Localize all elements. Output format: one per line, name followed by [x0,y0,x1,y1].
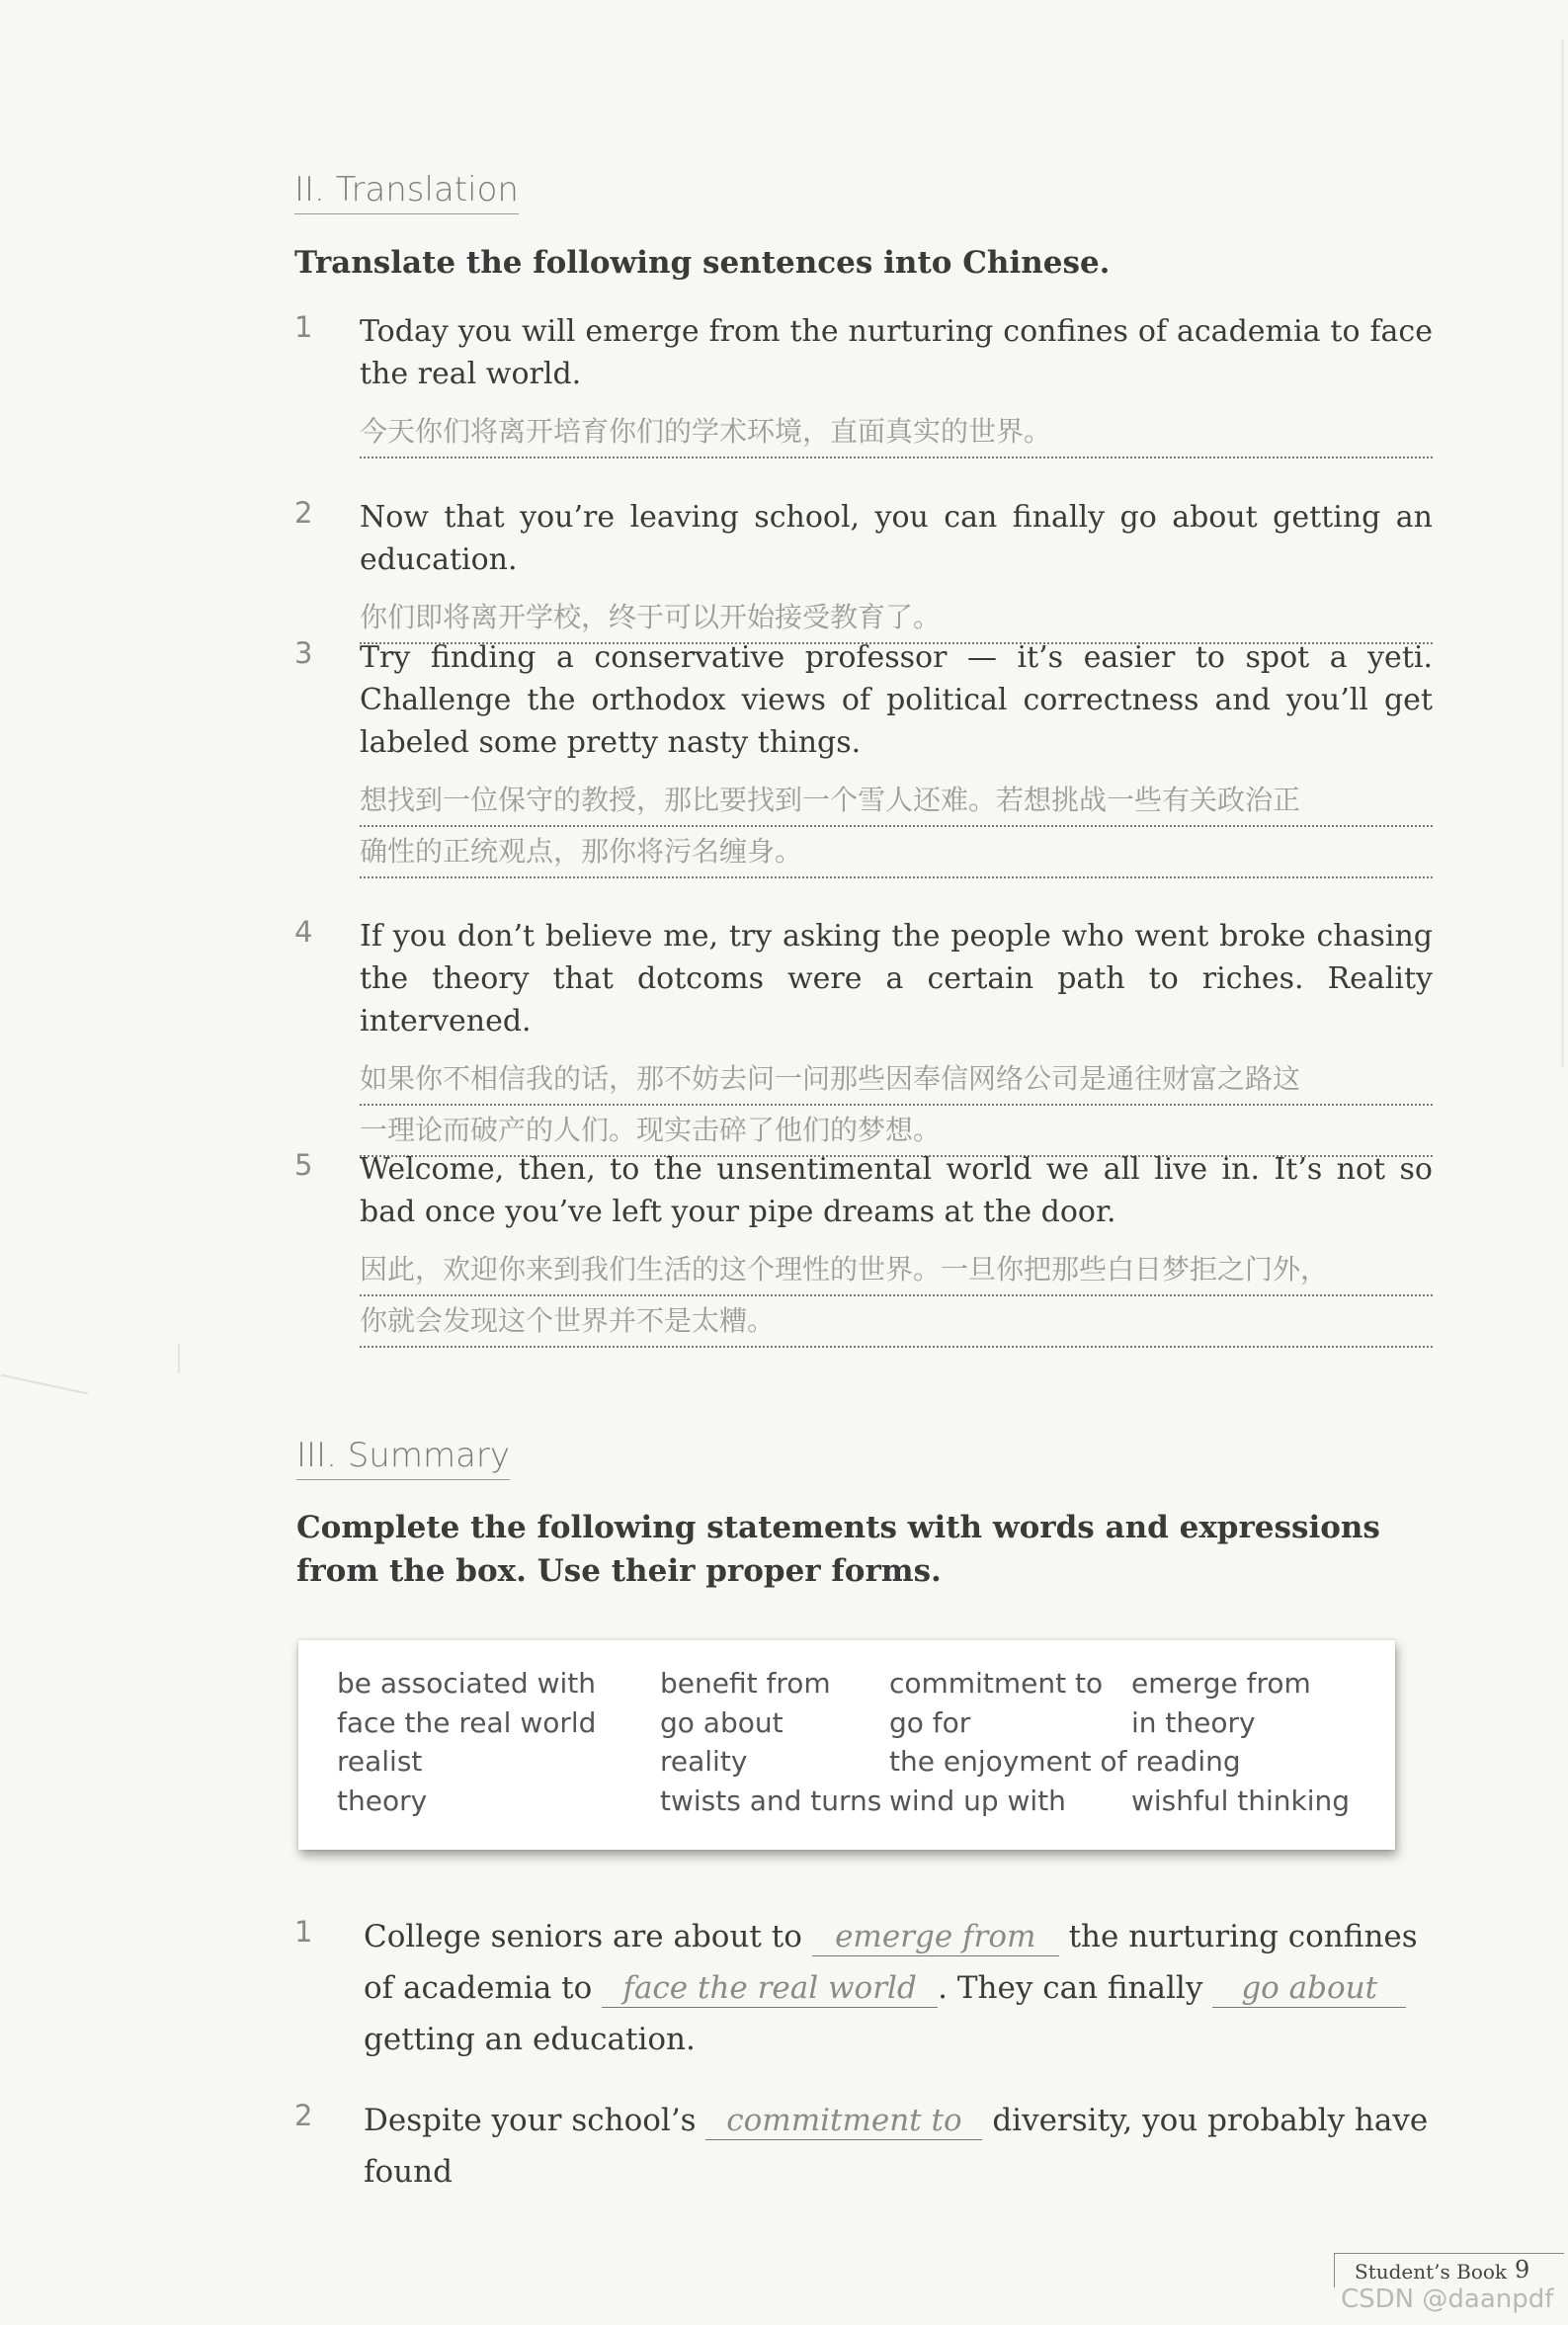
answer-line: 确性的正统观点，那你将污名缠身。 [360,827,1433,878]
summary-text-part: getting an education. [364,2022,696,2057]
summary-text [364,2095,1433,2198]
summary-text-part: College seniors are about to [364,1919,802,1954]
english-sentence: Try finding a conservative professor — it’s easier to spot a yeti. Challenge the orthodox views of political correctness and you’ll get labeled some pretty nasty things. [360,640,1433,760]
word-box-entry: be associated with [337,1667,596,1700]
translation-instruction: Translate the following sentences into Chinese. [294,245,1111,281]
english-sentence: Now that you’re leaving school, you can finally go about getting an education. [360,500,1433,577]
word-box-entry: realist [337,1745,423,1778]
translation-item-5 [294,1148,1433,1348]
answer-blank[interactable]: face the real world [602,1969,938,2008]
item-number: 3 [294,636,313,670]
english-sentence: Today you will emerge from the nurturing confines of academia to face the real world. [360,314,1433,391]
word-box-entry: emerge from [1131,1667,1311,1700]
translation-item-1 [294,310,1433,458]
summary-instruction: Complete the following statements with words and expressions from the box. Use their proper forms. [296,1510,1380,1589]
word-box-entry: wind up with [889,1785,1066,1817]
page-number: 9 [1515,2256,1530,2283]
word-box-entry: in theory [1131,1706,1256,1739]
word-box-entry: wishful thinking [1131,1785,1351,1817]
answer-line: 一理论而破产的人们。现实击碎了他们的梦想。 [360,1106,1433,1157]
chinese-answer [360,776,1433,878]
word-box-entry: the enjoyment of reading [889,1745,1241,1778]
summary-item-1 [294,1911,1433,2065]
summary-text-part: Despite your school’s [364,2103,697,2138]
chinese-answer [360,407,1433,458]
answer-line: 你就会发现这个世界并不是太糟。 [360,1296,1433,1348]
translation-item-3 [294,636,1433,878]
answer-line: 今天你们将离开培育你们的学术环境，直面真实的世界。 [360,407,1433,458]
item-number: 5 [294,1148,313,1182]
word-box-entry: twists and turns [660,1785,882,1817]
item-number: 2 [294,2099,313,2132]
summary-text-part: of academia to [364,1970,593,2006]
scan-mark [1561,40,1564,1067]
word-box-entry: theory [337,1785,428,1817]
answer-line: 想找到一位保守的教授，那比要找到一个雪人还难。若想挑战一些有关政治正 [360,776,1433,827]
section-title-translation: II. Translation [294,170,519,214]
answer-blank[interactable]: go about [1212,1969,1406,2008]
word-box-entry: go about [660,1706,784,1739]
answer-blank[interactable]: emerge from [812,1918,1059,1956]
section-title-summary: III. Summary [296,1436,510,1480]
word-box [298,1640,1395,1850]
summary-text [364,1911,1433,2065]
item-number: 2 [294,496,313,530]
scan-mark [178,1344,180,1373]
translation-item-4 [294,915,1433,1157]
chinese-answer [360,1245,1433,1348]
word-box-entry: face the real world [337,1706,597,1739]
summary-text-part: diversity, you probably have found [364,2103,1429,2190]
summary-text-part: the nurturing confines [1068,1919,1418,1954]
summary-text-part: . They can finally [938,1970,1203,2006]
word-box-entry: commitment to [889,1667,1104,1700]
english-sentence: If you don’t believe me, try asking the people who went broke chasing the theory that dotcoms were a certain path to riches. Reality intervened. [360,919,1433,1038]
book-label: Student’s Book [1355,2260,1508,2283]
summary-item-2 [294,2095,1433,2198]
item-number: 4 [294,915,313,949]
item-number: 1 [294,1915,313,1949]
answer-line: 你们即将离开学校，终于可以开始接受教育了。 [360,593,1433,644]
page-footer [1334,2253,1564,2287]
answer-line: 因此，欢迎你来到我们生活的这个理性的世界。一旦你把那些白日梦拒之门外， [360,1245,1433,1296]
item-number: 1 [294,310,313,344]
answer-blank[interactable]: commitment to [705,2102,982,2140]
word-box-entry: benefit from [660,1667,831,1700]
watermark: CSDN @daanpdf [1341,2284,1554,2314]
english-sentence: Welcome, then, to the unsentimental world we all live in. It’s not so bad once you’ve left your pipe dreams at the door. [360,1152,1433,1229]
word-box-entry: reality [660,1745,748,1778]
translation-item-2 [294,496,1433,644]
word-box-entry: go for [889,1706,971,1739]
answer-line: 如果你不相信我的话，那不妨去问一问那些因奉信网络公司是通往财富之路这 [360,1054,1433,1106]
scan-mark [1,1374,88,1395]
chinese-answer [360,1054,1433,1157]
